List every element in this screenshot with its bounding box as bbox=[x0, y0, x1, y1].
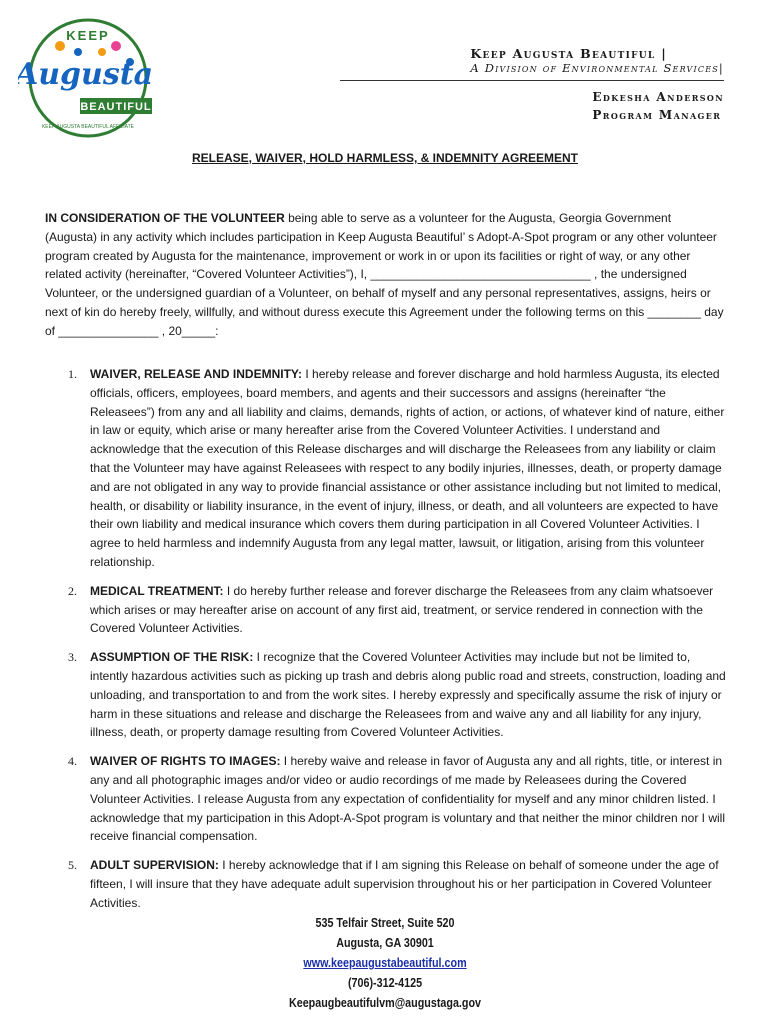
footer-address-line1: 535 Telfair Street, Suite 520 bbox=[315, 916, 455, 930]
organization-name: Keep Augusta Beautiful | bbox=[470, 46, 668, 61]
item-number: 2. bbox=[68, 583, 77, 598]
item-number: 1. bbox=[68, 367, 77, 381]
item-text: I hereby waive and release in favor of Augusta any and all rights, title, or interest in any and all photographic images and/or video or audio recordings of me made by Releasees during the Covered Volunteer Activities. I release Augusta from any expectation of confidentiality for myself and any minor children listed. I acknowledge that my participation in this Adopt-A-Spot program is voluntary and that neither the minor children nor I will receive financial compensation. bbox=[90, 754, 725, 844]
item-text: I do hereby further release and forever discharge the Releasees from any claim whatsoever which arises or may hereafter arise on account of any first aid, treatment, or service rendered in connection with the Covered Volunteer Activities. bbox=[90, 583, 714, 636]
item-number: 4. bbox=[68, 754, 77, 769]
intro-lead: IN CONSIDERATION OF THE VOLUNTEER bbox=[45, 211, 285, 225]
item-heading: WAIVER OF RIGHTS TO IMAGES: bbox=[90, 754, 281, 769]
item-number: 5. bbox=[68, 858, 77, 873]
item-text: I recognize that the Covered Volunteer Activities may include but not be limited to, intently hazardous activities such as picking up trash and debris along public road and streets, construction, loading and unloading, and transportation to and from the work sites. I hereby expressly and specifically assume the risk of injury or harm in these situations and release and discharge the Releasees from and waive any and all liability for any injury, illness, death, or property damage resulting from Covered Volunteer Activities. bbox=[90, 650, 726, 740]
footer-website-link[interactable]: www.keepaugustabeautiful.com bbox=[303, 956, 467, 970]
list-item bbox=[62, 365, 730, 572]
item-text: I hereby acknowledge that if I am signing this Release on behalf of someone under the age of fifteen, I will insure that they have adequate adult supervision throughout his or her participation in Covered Volunteer Activities. bbox=[90, 858, 719, 910]
footer-contact bbox=[54, 913, 716, 1013]
logo-augusta-text: Augusta bbox=[18, 57, 154, 92]
item-heading: WAIVER, RELEASE AND INDEMNITY: bbox=[90, 367, 303, 381]
item-number: 3. bbox=[68, 650, 77, 665]
header-divider bbox=[340, 80, 724, 81]
logo-tagline-text: KEEP AUGUSTA BEAUTIFUL AFFILIATE bbox=[41, 124, 135, 130]
list-item bbox=[62, 582, 730, 638]
list-item bbox=[62, 648, 730, 742]
agreement-terms-list bbox=[62, 365, 730, 923]
division-name: A Division of Environmental Services| bbox=[470, 61, 724, 75]
list-item bbox=[62, 752, 730, 846]
logo-beautiful-text: BEAUTIFUL bbox=[80, 101, 152, 113]
document-title: RELEASE, WAIVER, HOLD HARMLESS, & INDEMNITY AGREEMENT bbox=[191, 151, 579, 165]
item-text: I hereby release and forever discharge and hold harmless Augusta, its elected officials, officers, employees, board members, and agents and their successors and assigns (hereinafter “the Releasees”) from any and all liability and claims, demands, rights of action, or actions, of whatever kind of nature, either in law or equity, which arise or many hereafter arise from the Covered Volunteer Activities. I understand and acknowledge that the execution of this Release discharges and will discharge the Releasees from any liability or claim that the Volunteer may have against Releasees with respect to any bodily injuries, illnesses, death, or property damage and are not obligated in any way to provide financial assistance or other assistance including but not limited to medical, health, or disability or liability insurance, in the event of injury, illness, or death, and all volunteers are expected to have their own liability and medical insurance which covers them during participation in all Covered Volunteer Activities. I agree to held harmless and indemnify Augusta from any legal matter, lawsuit, or litigation, arising from this volunteer relationship. bbox=[90, 367, 725, 569]
list-item bbox=[62, 856, 730, 912]
footer-address-line2: Augusta, GA 30901 bbox=[336, 936, 434, 950]
contact-name: Edkesha Anderson bbox=[592, 90, 724, 104]
item-heading: MEDICAL TREATMENT: bbox=[90, 583, 224, 598]
intro-body: being able to serve as a volunteer for the Augusta, Georgia Government (Augusta) in any activity which includes participation in Keep Augusta Beautiful’ s Adopt-A-Spot program or any other volunteer program created by Augusta for the maintenance, improvement or work in or upon its facilities or right of way, or any other related activity (hereinafter, “Covered Volunteer Activities”), I, _________________________________ , the undersigned Volunteer, or the undersigned guardian of a Volunteer, on behalf of myself and any personal representatives, assigns, heirs or next of kin do hereby freely, willfully, and without duress execute this Agreement under the following terms on this ________ day of _______________ , 20_____: bbox=[45, 211, 724, 338]
logo-keep-text: KEEP bbox=[66, 28, 110, 43]
contact-role: Program Manager bbox=[592, 108, 722, 122]
footer-phone: (706)-312-4125 bbox=[347, 976, 423, 990]
organization-header bbox=[470, 46, 724, 76]
item-heading: ASSUMPTION OF THE RISK: bbox=[90, 650, 254, 665]
footer-email: Keepaugbeautifulvm@augustaga.gov bbox=[288, 996, 482, 1010]
item-heading: ADULT SUPERVISION: bbox=[90, 858, 219, 873]
contact-person bbox=[592, 88, 724, 124]
keep-augusta-beautiful-logo bbox=[18, 14, 158, 142]
intro-paragraph bbox=[45, 209, 725, 341]
